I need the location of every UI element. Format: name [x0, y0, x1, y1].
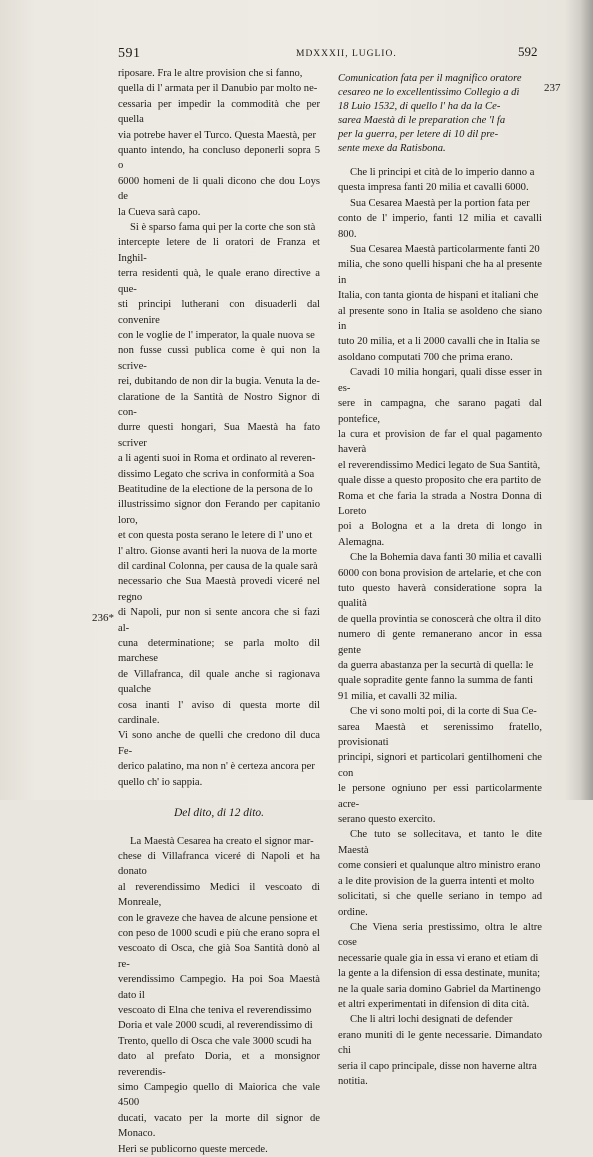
paragraph: Che vi sono molti poi, di la corte di Sua Ce- sarea Maestà et serenissimo fratello, provisionati principi, signori et particolari gentilhomeni che con le persone ogniuno per essi particolarmente acre- serano questo exercito. [338, 704, 542, 827]
paragraph: Sua Cesarea Maestà per la portion fata per conto de l' imperio, fanti 12 milia et cavalli 800. [338, 196, 542, 242]
paragraph: Cavadi 10 milia hongari, quali disse esser in es- sere in campagna, che sarano pagati dal pontefice, la cura et provision de far el qual pagamento haverà el reverendissimo Medici legato de Sua Santità, quale disse a questo proposito che era partito de Roma et che faria la strada a Nostra Donna di Loreto poi a Bologna et a la dreta di longo in Alemagna. [338, 365, 542, 550]
paragraph: Che li altri lochi designati de defender erano muniti di le gente necessarie. Dimandato chi seria il capo principale, disse non haverne altra notitia. [338, 1012, 542, 1089]
paragraph: Che tuto se sollecitava, et tanto le dite Maestà come consieri et qualunque altro ministro erano a le dite provision de la guerra intenti et molto solicitati, si che quelle seriano in tempo ad ordine. [338, 827, 542, 919]
paragraph: La Maestà Cesarea ha creato el signor mar- chese di Villafranca viceré di Napoli et ha donato al reverendissimo Medici il vescoato di Monreale, con le graveze che havea de alcune pensione et con peso de 1000 scudi e più che erano sopra el vescoato di Osca, che già Soa Santità donò al re- verendissimo Campegio. Ha poi Soa Maestà dato il vescoato di Elna che teniva el reverendissimo Doria et vale 2000 scudi, al reverendissimo di Trento, quello di Osca che vale 3000 scudi ha dato al prefato Doria, et a monsignor reverendis- simo Campegio quello di Maiorica che vale 4500 ducati, vacato per la morte dil signor de Monaco. Heri se publicorno queste mercede. [118, 834, 320, 1157]
section-subheading: Del dito, di 12 dito. [118, 806, 320, 821]
paragraph: Si è sparso fama qui per la corte che son stà intercepte letere de li oratori de Franza et Inghil- terra residenti quà, le quale erano directive a que- sti principi lutherani con disuaderli dal convenire con le voglie de l' imperator, la quale nuova se non fusse cussì publica come è qui non la scrive- rei, dubitando de non dir la bugia. Venuta la de- claratione de la Santità de Nostro Signor di con- durre questi hongari, Sua Maestà ha fato scriver a li agenti suoi in Roma et ordinato al reveren- dissimo Legato che scriva in conformità a Soa Beatitudine de la electione de la persona de lo illustrissimo signor don Ferando per capitanio loro, et con questa posta serano le letere di l' uno et l' altro. Gionse avanti heri la nuova de la morte dil cardinal Colonna, per causa de la quale sarà necessario che Sua Maestà provedi viceré nel regno di Napoli, pur non si sente ancora che si fazi al- cuna determinatione; se parla molto dil marchese de Villafranca, dil quale anche si ragionava qualche cosa inanti l' aviso di questa morte dil cardinale. Vi sono anche de quelli che credono dil duca Fe- derico palatino, ma non n' è certeza ancora per quello ch' io sappia. [118, 220, 320, 790]
right-column [338, 72, 542, 1089]
paragraph: Sua Cesarea Maestà particolarmente fanti 20 milia, che sono quelli hispani che ha al presente in Italia, con tanta gionta de hispani et italiani che al presente sono in Italia se asoldeno che siano in tuto 20 milia, et a li 2000 cavalli che in Italia se asoldano computati 700 che prima erano. [338, 242, 542, 365]
left-column [118, 66, 320, 1157]
running-header [0, 44, 593, 64]
running-head-title: MDXXXII, LUGLIO. [296, 49, 397, 59]
paragraph: Che li principi et cità de lo imperio danno a questa impresa fanti 20 milia et cavalli 6000. [338, 165, 542, 196]
paragraph: Che la Bohemia dava fanti 30 milia et cavalli 6000 con bona provision de artelarie, et che con tuto questo haverà consideratione sopra la qualità de quella provintia se conoscerà che oltra il dito numero di gente remanerano ancor in essa gente da guerra abastanza per la securtà di quella: le quale sopradite gente fanno la summa de fanti 91 milia, et cavalli 32 milia. [338, 550, 542, 704]
left-page-number: 591 [118, 46, 141, 62]
section-heading: Comunication fata per il magnifico oratore cesareo ne lo excellentissimo Collegio a dì 18 Luio 1532, di quello l' ha da la Ce- sarea Maestà di le preparation che 'l fa per la guerra, per letere di 10 dil pre- sente mexe da Ratisbona. [338, 72, 542, 156]
gutter-shadow [565, 0, 593, 800]
marginal-number: 236* [92, 612, 114, 624]
paragraph: Che Viena seria prestissimo, oltra le altre cose necessarie quale gia in essa vi erano et etiam di la gente a la difension di essa destinate, munita; ne la quale saria domino Gabriel da Martinengo et altri experimentati in difension di dita cità. [338, 920, 542, 1012]
paragraph: riposare. Fra le altre provision che si fanno, quella di l' armata per il Danubio par molto ne- cessaria per impedir la commodità che per quella via potrebe haver el Turco. Questa Maestà, per quanto intendo, ha concluso deponerli sopra 5 o 6000 homeni de li quali dicono che dou Loys de la Cueva sarà capo. [118, 66, 320, 220]
marginal-number: 237 [544, 82, 561, 94]
right-page-number: 592 [518, 44, 538, 60]
